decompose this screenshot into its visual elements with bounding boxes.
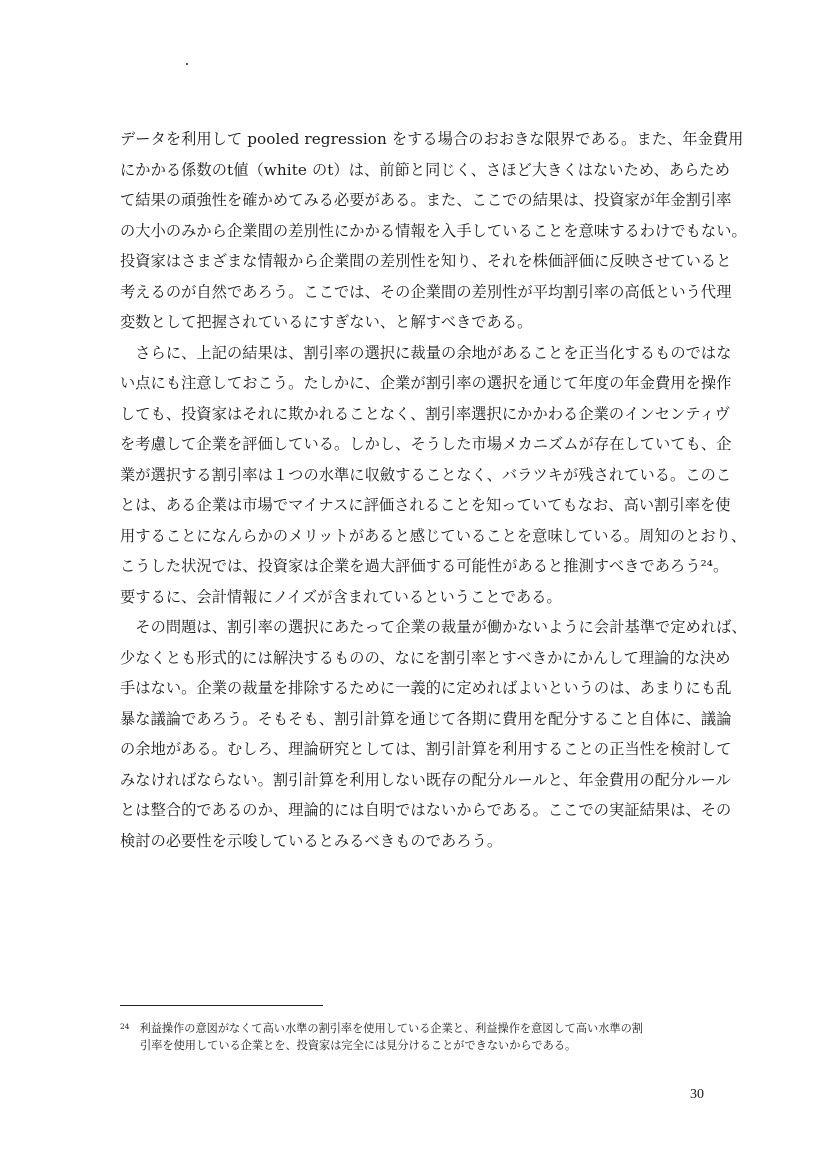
body-line: 投資家はさまざまな情報から企業間の差別性を知り、それを株価評価に反映させていると bbox=[120, 252, 732, 270]
body-line: を考慮して企業を評価している。しかし、そうした市場メカニズムが存在していても、企 bbox=[120, 435, 732, 453]
footnote-marker: 24 bbox=[120, 1022, 130, 1031]
body-line: 暴な議論であろう。そもそも、割引計算を通じて各期に費用を配分すること自体に、議論 bbox=[120, 709, 732, 728]
body-text bbox=[120, 124, 747, 856]
body-line: 要するに、会計情報にノイズが含まれているということである。 bbox=[120, 587, 562, 606]
body-line: とは整合的であるのか、理論的には自明ではないからである。ここでの実証結果は、その bbox=[120, 801, 732, 819]
footnote bbox=[120, 1020, 720, 1054]
body-line: しても、投資家はそれに欺かれることなく、割引率選択にかかわる企業のインセンティヴ bbox=[120, 404, 730, 423]
page-number: 30 bbox=[690, 1087, 704, 1102]
footnote-line: 引率を使用している企業とを、投資家は完全には見分けることができないからである。 bbox=[140, 1039, 577, 1052]
body-line: さらに、上記の結果は、割引率の選択に裁量の余地があることを正当化するものではな bbox=[120, 343, 732, 362]
body-line: の大小のみから企業間の差別性にかかる情報を入手していることを意味するわけでもない。 bbox=[120, 221, 747, 240]
body-line: 業が選択する割引率は１つの水準に収斂することなく、バラツキが残されている。このこ bbox=[120, 465, 732, 484]
footnote-line: 利益操作の意図がなくて高い水準の割引率を使用している企業と、利益操作を意図して高い水準の割 bbox=[139, 1022, 643, 1035]
body-line: 検討の必要性を示唆しているとみるべきものであろう。 bbox=[120, 831, 503, 850]
scan-speck bbox=[186, 63, 188, 65]
body-line: て結果の頑強性を確かめてみる必要がある。また、ここでの結果は、投資家が年金割引率 bbox=[120, 191, 732, 209]
footnote-divider bbox=[120, 1005, 323, 1006]
body-line: データを利用して pooled regression をする場合のおおきな限界である。また、年金費用 bbox=[120, 130, 744, 148]
body-line: の余地がある。むしろ、理論研究としては、割引計算を利用することの正当性を検討して bbox=[120, 740, 732, 758]
body-line: とは、ある企業は市場でマイナスに評価されることを知っていてもなお、高い割引率を使 bbox=[120, 496, 731, 514]
body-line: 変数として把握されているにすぎない、と解すべきである。 bbox=[120, 313, 533, 331]
body-line: い点にも注意しておこう。たしかに、企業が割引率の選択を通じて年度の年金費用を操作 bbox=[120, 374, 732, 392]
body-line: 少なくとも形式的には解決するものの、なにを割引率とすべきかにかんして理論的な決め bbox=[120, 648, 731, 667]
body-line: 手はない。企業の裁量を排除するために一義的に定めればよいというのは、あまりにも乱 bbox=[120, 679, 732, 697]
body-line: 用することになんらかのメリットがあると感じていることを意味している。周知のとおり、 bbox=[120, 526, 747, 545]
body-line: にかかる係数のt値（white のt）は、前節と同じく、さほど大きくはないため、あらため bbox=[120, 160, 731, 179]
body-line: 考えるのが自然であろう。ここでは、その企業間の差別性が平均割引率の高低という代理 bbox=[120, 282, 732, 301]
body-line: こうした状況では、投資家は企業を過大評価する可能性があると推測すべきであろう²⁴。 bbox=[120, 557, 729, 575]
body-line: みなければならない。割引計算を利用しない既存の配分ルールと、年金費用の配分ルール bbox=[120, 770, 731, 789]
body-line: その問題は、割引率の選択にあたって企業の裁量が働かないように会計基準で定めれば、 bbox=[120, 618, 747, 636]
